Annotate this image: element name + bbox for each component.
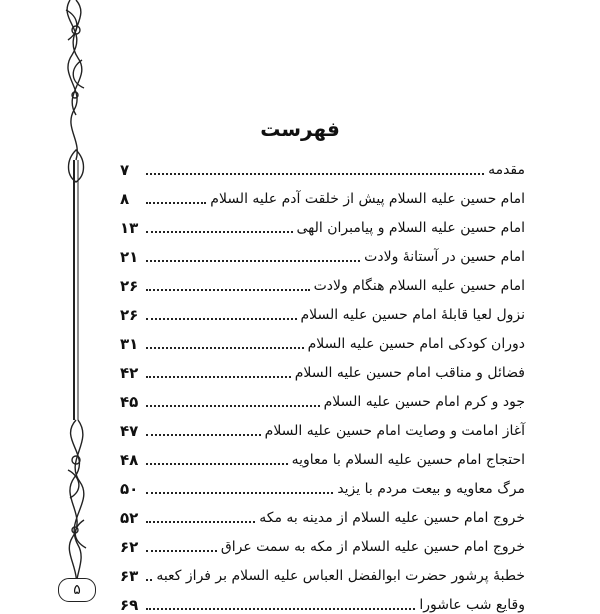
toc-entry-title: مرگ معاویه و بیعت مردم با یزید bbox=[337, 481, 525, 497]
toc-entry-page: ۷ bbox=[120, 161, 130, 179]
toc-leader-dots bbox=[146, 607, 415, 610]
toc-entry-title: امام حسین علیه السلام پیش از خلقت آدم علیه السلام bbox=[210, 191, 525, 207]
toc-entry[interactable] bbox=[120, 237, 525, 266]
toc-entry-page: ۱۳ bbox=[120, 219, 139, 237]
toc-entry-page: ۲۶ bbox=[120, 306, 139, 324]
toc-entry-page: ۶۹ bbox=[120, 596, 139, 614]
toc-entry-title: نزول لعیا قابلهٔ امام حسین علیه السلام bbox=[300, 307, 525, 323]
toc-entry-page: ۲۱ bbox=[120, 248, 139, 266]
toc-entry-page: ۵۰ bbox=[120, 480, 139, 498]
toc-entry[interactable] bbox=[120, 353, 525, 382]
toc-entry-title: امام حسین علیه السلام و پیامبران الهی bbox=[296, 220, 525, 236]
toc-entry-page: ۲۶ bbox=[120, 277, 139, 295]
toc-leader-dots bbox=[146, 259, 360, 262]
toc-entry-page: ۴۸ bbox=[120, 451, 139, 469]
toc-entry[interactable] bbox=[120, 411, 525, 440]
toc-entry-title: جود و کرم امام حسین علیه السلام bbox=[323, 394, 525, 410]
toc-entry[interactable] bbox=[120, 440, 525, 469]
toc-leader-dots bbox=[146, 491, 333, 494]
toc-leader-dots bbox=[146, 433, 261, 436]
toc-leader-dots bbox=[146, 317, 297, 320]
decorative-border-ornament bbox=[48, 0, 108, 600]
toc-entry[interactable] bbox=[120, 295, 525, 324]
toc-entry[interactable] bbox=[120, 556, 525, 585]
toc-entry-title: فضائل و مناقب امام حسین علیه السلام bbox=[294, 365, 525, 381]
toc-entry-title: احتجاج امام حسین علیه السلام با معاویه bbox=[291, 452, 525, 468]
toc-entry[interactable] bbox=[120, 469, 525, 498]
toc-leader-dots bbox=[146, 375, 291, 378]
toc-entry[interactable] bbox=[120, 324, 525, 353]
toc-leader-dots bbox=[146, 346, 304, 349]
toc-entry-title: وقایع شب عاشورا bbox=[419, 597, 525, 613]
toc-entry[interactable] bbox=[120, 585, 525, 614]
toc-entry-title: آغاز امامت و وصایت امام حسین علیه السلام bbox=[264, 423, 525, 439]
toc-leader-dots bbox=[146, 172, 484, 175]
toc-leader-dots bbox=[146, 462, 288, 465]
toc-entry-page: ۳۱ bbox=[120, 335, 139, 353]
toc-entry-title: مقدمه bbox=[488, 162, 525, 178]
toc-entry-page: ۴۷ bbox=[120, 422, 139, 440]
toc-entry[interactable] bbox=[120, 382, 525, 411]
toc-leader-dots bbox=[146, 578, 152, 581]
toc-entry[interactable] bbox=[120, 266, 525, 295]
toc-entry-title: خروج امام حسین علیه السلام از مکه به سمت عراق bbox=[220, 539, 525, 555]
toc-entry-title: امام حسین علیه السلام هنگام ولادت bbox=[313, 278, 525, 294]
toc-entry-page: ۴۵ bbox=[120, 393, 139, 411]
toc-leader-dots bbox=[146, 230, 293, 233]
toc-entry-title: دوران کودکی امام حسین علیه السلام bbox=[307, 336, 525, 352]
toc-leader-dots bbox=[146, 520, 255, 523]
toc-leader-dots bbox=[146, 201, 206, 204]
toc-entry[interactable] bbox=[120, 150, 525, 179]
toc-leader-dots bbox=[146, 404, 320, 407]
table-of-contents bbox=[120, 150, 525, 614]
toc-entry-page: ۶۲ bbox=[120, 538, 139, 556]
toc-entry-page: ۶۳ bbox=[120, 567, 139, 585]
toc-entry[interactable] bbox=[120, 498, 525, 527]
toc-entry[interactable] bbox=[120, 208, 525, 237]
toc-leader-dots bbox=[146, 288, 310, 291]
toc-entry-page: ۴۲ bbox=[120, 364, 139, 382]
toc-entry-title: خروج امام حسین علیه السلام از مدینه به مکه bbox=[259, 510, 525, 526]
page-title: فهرست bbox=[260, 117, 340, 141]
page-number: ۵ bbox=[58, 578, 96, 602]
toc-entry-title: امام حسین در آستانهٔ ولادت bbox=[364, 249, 525, 265]
toc-entry[interactable] bbox=[120, 179, 525, 208]
toc-leader-dots bbox=[146, 549, 217, 552]
toc-entry-page: ۸ bbox=[120, 190, 130, 208]
toc-entry-title: خطبهٔ پرشور حضرت ابوالفضل العباس علیه السلام بر فراز کعبه bbox=[156, 568, 525, 584]
toc-entry-page: ۵۲ bbox=[120, 509, 139, 527]
toc-entry[interactable] bbox=[120, 527, 525, 556]
